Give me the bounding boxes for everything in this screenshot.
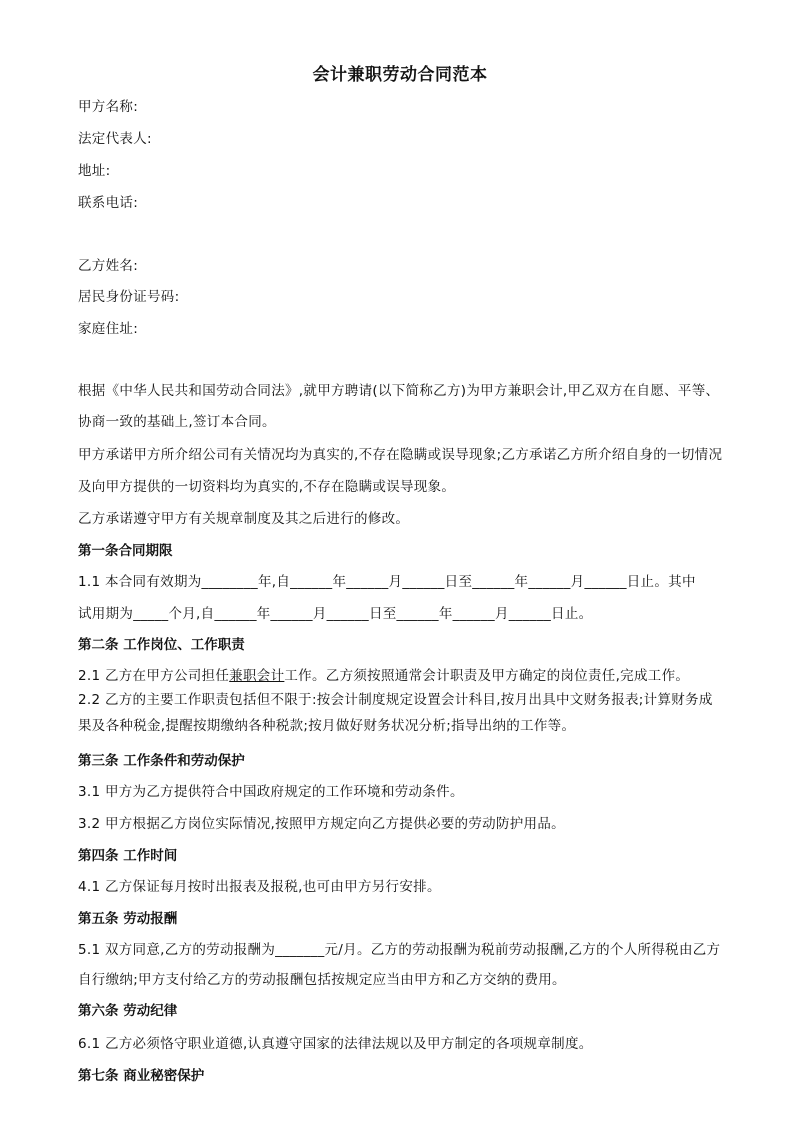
intro-paragraph-1-line-1: 根据《中华人民共和国劳动合同法》,就甲方聘请(以下简称乙方)为甲方兼职会计,甲乙双方在自愿、平等、 [78, 383, 720, 399]
article-2-clause-1-prefix: 2.1 乙方在甲方公司担任 [78, 668, 230, 684]
article-5-heading: 第五条 劳动报酬 [78, 911, 178, 927]
article-3-clause-1: 3.1 甲方为乙方提供符合中国政府规定的工作环境和劳动条件。 [78, 784, 464, 800]
article-2-heading: 第二条 工作岗位、工作职责 [78, 637, 245, 653]
article-1-heading: 第一条合同期限 [78, 543, 173, 559]
article-7-heading: 第七条 商业秘密保护 [78, 1068, 205, 1084]
party-a-address-label: 地址: [78, 163, 111, 179]
article-5-clause-1-line-2: 自行缴纳;甲方支付给乙方的劳动报酬包括按规定应当由甲方和乙方交纳的费用。 [78, 972, 566, 988]
article-4-clause-1: 4.1 乙方保证每月按时出报表及报税,也可由甲方另行安排。 [78, 879, 441, 895]
party-b-home-label: 家庭住址: [78, 321, 139, 337]
party-b-name-label: 乙方姓名: [78, 258, 139, 274]
article-2-clause-1 [78, 666, 689, 686]
party-a-representative-label: 法定代表人: [78, 131, 152, 147]
article-6-clause-1: 6.1 乙方必须恪守职业道德,认真遵守国家的法律法规以及甲方制定的各项规章制度。 [78, 1036, 593, 1052]
intro-paragraph-3: 乙方承诺遵守甲方有关规章制度及其之后进行的修改。 [78, 511, 410, 527]
document-title: 会计兼职劳动合同范本 [312, 65, 488, 85]
party-b-id-label: 居民身份证号码: [78, 289, 180, 305]
article-1-clause-1-line-1: 1.1 本合同有效期为________年,自______年______月______日至______年______月______日止。其中 [78, 574, 696, 590]
article-1-clause-1-line-2: 试用期为_____个月,自______年______月______日至______年______月______日止。 [78, 606, 593, 622]
intro-paragraph-1-line-2: 协商一致的基础上,签订本合同。 [78, 414, 276, 430]
article-3-clause-2: 3.2 甲方根据乙方岗位实际情况,按照甲方规定向乙方提供必要的劳动防护用品。 [78, 816, 565, 832]
intro-paragraph-2-line-2: 及向甲方提供的一切资料均为真实的,不存在隐瞒或误导现象。 [78, 479, 456, 495]
article-5-clause-1-line-1: 5.1 双方同意,乙方的劳动报酬为_______元/月。乙方的劳动报酬为税前劳动报酬,乙方的个人所得税由乙方 [78, 942, 721, 958]
party-a-name-label: 甲方名称: [78, 99, 139, 115]
article-3-heading: 第三条 工作条件和劳动保护 [78, 753, 245, 769]
article-2-position-underlined: 兼职会计 [229, 668, 285, 684]
article-2-clause-2-line-2: 果及各种税金,提醒按期缴纳各种税款;按月做好财务状况分析;指导出纳的工作等。 [78, 718, 576, 734]
party-a-phone-label: 联系电话: [78, 195, 139, 211]
article-2-clause-1-suffix: 工作。乙方须按照通常会计职责及甲方确定的岗位责任,完成工作。 [284, 668, 690, 684]
article-6-heading: 第六条 劳动纪律 [78, 1003, 178, 1019]
intro-paragraph-2-line-1: 甲方承诺甲方所介绍公司有关情况均为真实的,不存在隐瞒或误导现象;乙方承诺乙方所介绍自身的一切情况 [78, 447, 723, 463]
article-4-heading: 第四条 工作时间 [78, 848, 178, 864]
article-2-clause-2-line-1: 2.2 乙方的主要工作职责包括但不限于:按会计制度规定设置会计科目,按月出具中文财务报表;计算财务成 [78, 692, 713, 708]
